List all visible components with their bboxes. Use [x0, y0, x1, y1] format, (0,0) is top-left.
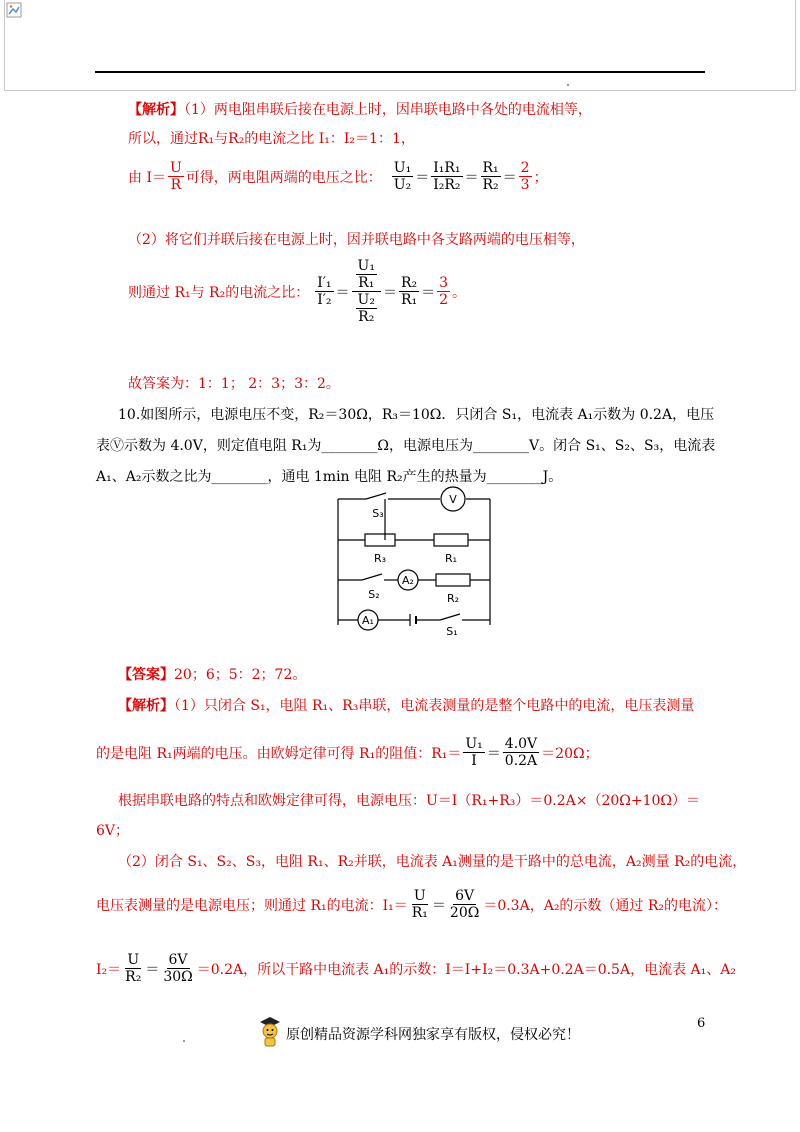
- footer-copyright: 原创精品资源学科网独家享有版权，侵权必究！: [286, 1027, 580, 1043]
- analysis-line-4: 6V；: [96, 823, 130, 839]
- circuit-diagram: [330, 485, 500, 635]
- analysis-line-3: 根据串联电路的特点和欧姆定律可得，电源电压：U＝I（R₁+R₃）＝0.2A×（20Ω+10Ω）＝: [118, 793, 701, 809]
- label-r3: R₃: [373, 552, 387, 565]
- formula-current-ratio: 则通过 R₁与 R₂的电流之比： $\frac{\text{I′₁}}{\text{I′₂}}$ ＝ $\frac{\frac{\text{U₁}}{\text{R₁}}}{\frac{\text{U₂}}{\text{R₂}}}$ ＝ $\frac{\text{R₂}}{\text{R₁}}$ ＝ $\frac{3}{2}$ 。: [128, 258, 467, 326]
- graduate-mascot-icon: [258, 1016, 282, 1048]
- question-line-1: 10.如图所示，电源电压不变，R₂＝30Ω，R₃＝10Ω．只闭合 S₁，电流表 A₁示数为 0.2A，电压: [118, 407, 715, 423]
- analysis-line-5: （2）闭合 S₁、S₂、S₃，电阻 R₁、R₂并联，电流表 A₁测量的是干路中的总电流，A₂测量 R₂的电流，: [118, 854, 747, 870]
- label-s3: S₃: [372, 507, 384, 520]
- label-a1: A₁: [362, 614, 374, 627]
- label-s1: S₁: [446, 625, 458, 635]
- header-rule: [95, 71, 705, 73]
- label-s2: S₂: [368, 588, 380, 601]
- formula-i1: 电压表测量的是电源电压；则通过 R₁的电流：I₁＝ $\frac{U}{\text{R₁}}$ ＝ $\frac{6V}{20\Omega}$ ＝0.3A，A₂的示数（通过 R₂的电流）：: [96, 888, 728, 922]
- header-frame: [4, 0, 796, 91]
- mark-dot: [567, 84, 569, 86]
- explain-1-line-1: 【解析】（1）两电阻串联后接在电源上时，因串联电路中各处的电流相等，: [128, 102, 592, 118]
- label-a2: A₂: [402, 574, 414, 587]
- question-line-3: A₁、A₂示数之比为________，通电 1min 电阻 R₂产生的热量为________J。: [96, 469, 563, 485]
- answer-line: 【答案】20；6；5：2；72。: [118, 667, 307, 683]
- explain-2-line-1: （2）将它们并联后接在电源上时，因并联电路中各支路两端的电压相等，: [128, 232, 585, 248]
- label-v: V: [449, 493, 457, 506]
- analysis-line-1: 【解析】（1）只闭合 S₁，电阻 R₁、R₃串联，电流表测量的是整个电路中的电流，电压表测量: [118, 698, 695, 714]
- formula-i2: I₂＝ $\frac{U}{\text{R₂}}$ ＝ $\frac{6V}{30\Omega}$ ＝0.2A，所以干路中电流表 A₁的示数：I＝I+I₂＝0.3A+0.2A＝0.5A，电流表 A₁、A₂: [96, 952, 736, 986]
- question-line-2: 表Ⓥ示数为 4.0V，则定值电阻 R₁为________Ω，电源电压为________V。闭合 S₁、S₂、S₃，电流表: [96, 438, 716, 454]
- formula-voltage-ratio: 由 I＝ $\frac{U}{R}$ 可得，两电阻两端的电压之比： $\frac{\text{U₁}}{\text{U₂}}$ ＝ $\frac{\text{I₁R₁}}{\text{I₂R₂}}$ ＝ $\frac{\text{R₁}}{\text{R₂}}$ ＝ $\frac{2}{3}$ ；: [128, 160, 548, 194]
- label-r1: R₁: [444, 552, 458, 565]
- formula-r1: 的是电阻 R₁两端的电压。由欧姆定律可得 R₁的阻值：R₁＝ $\frac{\text{U₁}}{I}$ ＝ $\frac{4.0V}{0.2A}$ ＝20Ω；: [96, 736, 599, 770]
- explain-1-line-2: 所以，通过R₁与R₂的电流之比 I₁：I₂＝1：1，: [128, 131, 415, 147]
- answer-summary: 故答案为：1：1； 2：3；3：2。: [128, 376, 340, 392]
- broken-image-icon: [6, 2, 22, 18]
- label-r2: R₂: [446, 592, 460, 605]
- footer-dot: [183, 1040, 185, 1042]
- page-number: 6: [697, 1016, 706, 1031]
